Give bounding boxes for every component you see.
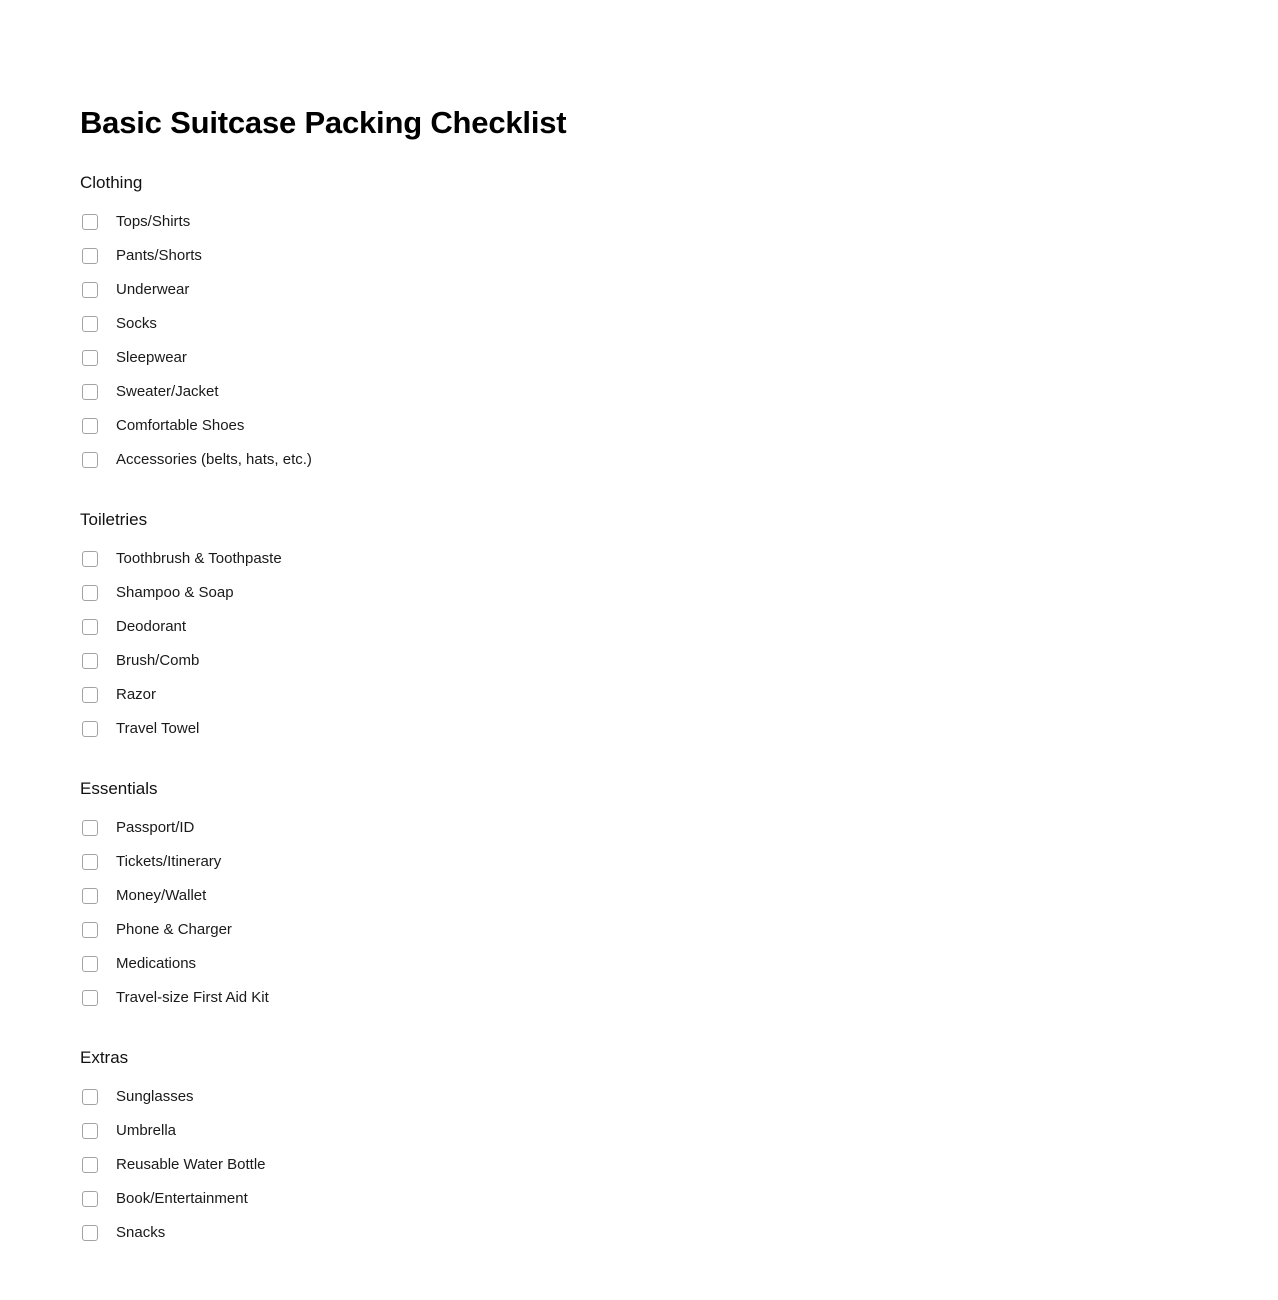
checklist-section-clothing [80,172,1278,477]
list-item[interactable] [80,205,1278,239]
checkbox-icon[interactable] [82,418,98,434]
checkbox-icon[interactable] [82,990,98,1006]
checkbox-icon[interactable] [82,1191,98,1207]
checkbox-icon[interactable] [82,248,98,264]
checklist-sections [80,172,1278,1250]
list-item-label: Pants/Shorts [116,247,202,264]
list-item[interactable] [80,1114,1278,1148]
list-item[interactable] [80,678,1278,712]
section-title: Extras [80,1048,129,1067]
list-item-label: Sweater/Jacket [116,383,219,400]
list-item-label: Toothbrush & Toothpaste [116,550,282,567]
list-item-label: Socks [116,315,157,332]
list-item-label: Reusable Water Bottle [116,1156,266,1173]
list-item[interactable] [80,1216,1278,1250]
list-item[interactable] [80,409,1278,443]
list-item-label: Passport/ID [116,819,195,836]
checklist-section-toiletries [80,509,1278,746]
section-title: Essentials [80,779,158,798]
list-item-label: Travel-size First Aid Kit [116,989,269,1006]
checkbox-icon[interactable] [82,687,98,703]
checkbox-icon[interactable] [82,721,98,737]
section-title: Clothing [80,173,143,192]
list-item[interactable] [80,811,1278,845]
section-item-list [80,811,1278,1015]
checklist-section-essentials [80,778,1278,1015]
list-item-label: Deodorant [116,618,187,635]
list-item[interactable] [80,576,1278,610]
list-item[interactable] [80,375,1278,409]
list-item-label: Underwear [116,281,190,298]
list-item[interactable] [80,443,1278,477]
list-item-label: Sleepwear [116,349,187,366]
checkbox-icon[interactable] [82,888,98,904]
section-item-list [80,1080,1278,1250]
checkbox-icon[interactable] [82,282,98,298]
checkbox-icon[interactable] [82,854,98,870]
list-item-label: Tops/Shirts [116,213,191,230]
checkbox-icon[interactable] [82,384,98,400]
checkbox-icon[interactable] [82,452,98,468]
checkbox-icon[interactable] [82,585,98,601]
list-item[interactable] [80,239,1278,273]
list-item[interactable] [80,307,1278,341]
list-item[interactable] [80,845,1278,879]
list-item[interactable] [80,947,1278,981]
list-item-label: Snacks [116,1224,166,1241]
list-item-label: Shampoo & Soap [116,584,234,601]
list-item[interactable] [80,981,1278,1015]
checkbox-icon[interactable] [82,350,98,366]
list-item[interactable] [80,610,1278,644]
checkbox-icon[interactable] [82,551,98,567]
checkbox-icon[interactable] [82,619,98,635]
list-item-label: Sunglasses [116,1088,194,1105]
list-item-label: Tickets/Itinerary [116,853,222,870]
list-item-label: Travel Towel [116,720,200,737]
checkbox-icon[interactable] [82,1225,98,1241]
checkbox-icon[interactable] [82,1089,98,1105]
list-item[interactable] [80,542,1278,576]
list-item-label: Brush/Comb [116,652,200,669]
checkbox-icon[interactable] [82,1157,98,1173]
section-item-list [80,542,1278,746]
list-item[interactable] [80,273,1278,307]
list-item-label: Umbrella [116,1122,177,1139]
checkbox-icon[interactable] [82,922,98,938]
checkbox-icon[interactable] [82,316,98,332]
list-item-label: Comfortable Shoes [116,417,245,434]
list-item[interactable] [80,1080,1278,1114]
checklist-section-extras [80,1047,1278,1250]
list-item-label: Medications [116,955,197,972]
list-item-label: Book/Entertainment [116,1190,248,1207]
list-item[interactable] [80,879,1278,913]
checkbox-icon[interactable] [82,820,98,836]
checkbox-icon[interactable] [82,1123,98,1139]
list-item-label: Accessories (belts, hats, etc.) [116,451,312,468]
list-item[interactable] [80,644,1278,678]
page-title: Basic Suitcase Packing Checklist [80,105,567,140]
list-item[interactable] [80,913,1278,947]
checkbox-icon[interactable] [82,214,98,230]
list-item[interactable] [80,1182,1278,1216]
checkbox-icon[interactable] [82,653,98,669]
list-item-label: Razor [116,686,157,703]
list-item-label: Money/Wallet [116,887,207,904]
list-item-label: Phone & Charger [116,921,232,938]
section-item-list [80,205,1278,477]
list-item[interactable] [80,341,1278,375]
list-item[interactable] [80,1148,1278,1182]
list-item[interactable] [80,712,1278,746]
checkbox-icon[interactable] [82,956,98,972]
section-title: Toiletries [80,510,148,529]
